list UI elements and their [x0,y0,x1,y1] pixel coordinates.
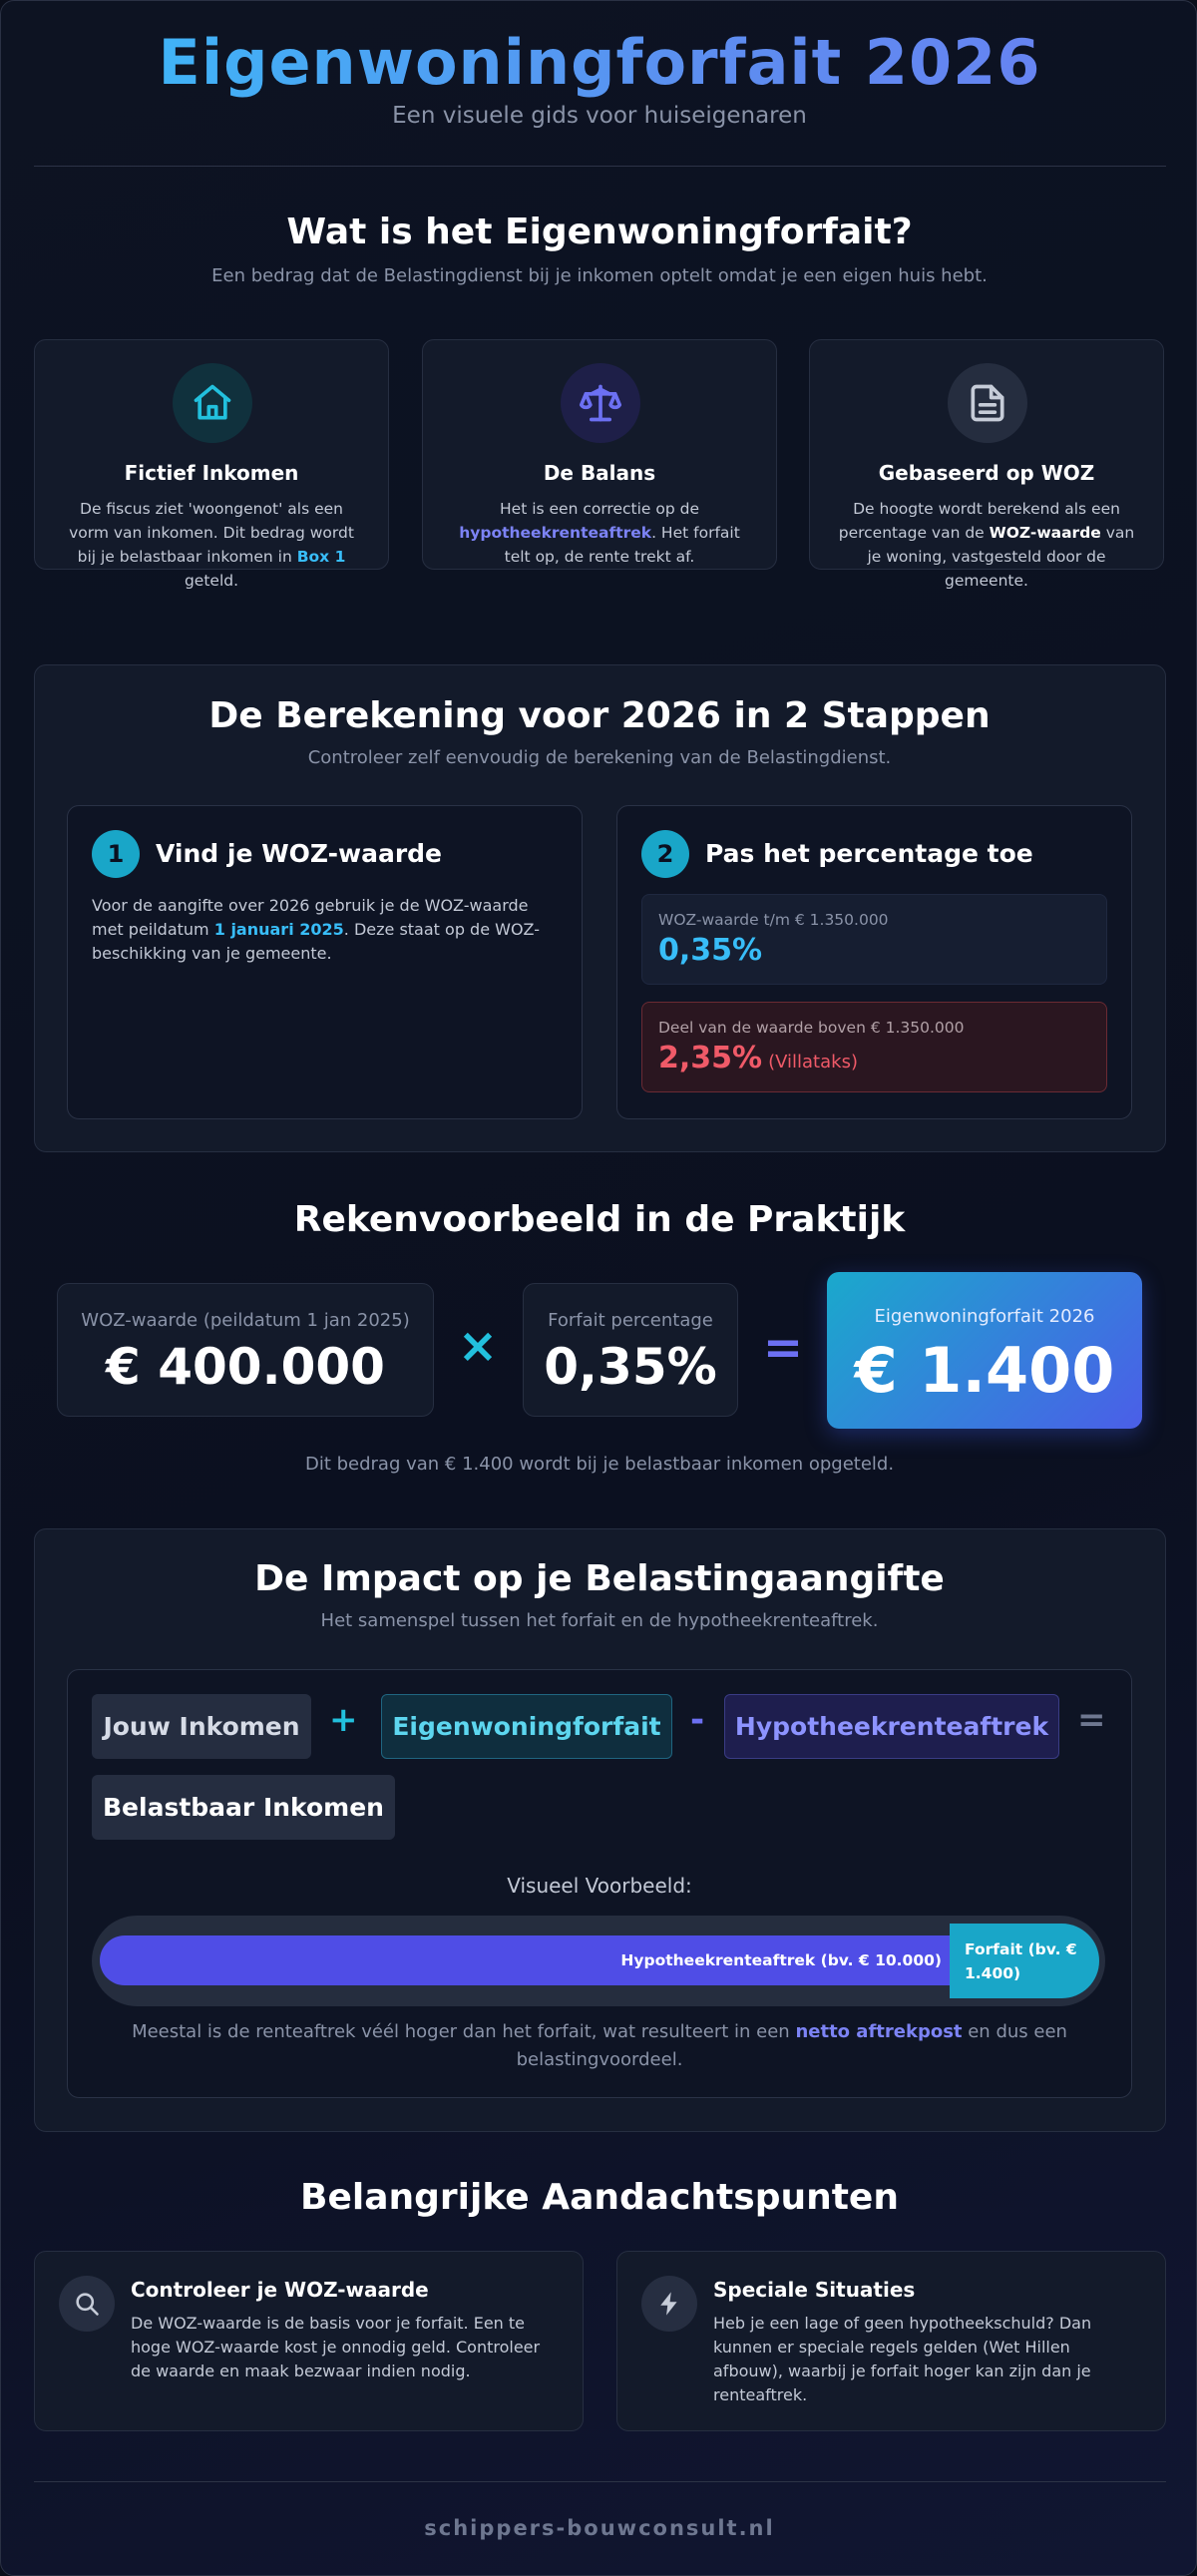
times-operator: × [457,1318,499,1374]
rate-note: (Villataks) [768,1052,858,1073]
attention-item-title: Speciale Situaties [713,2278,916,2302]
feature-description: Het is een correctie op de hypotheekrenteaftrek. Het forfait telt op, de rente trekt af. [459,500,740,566]
header-divider [34,166,1166,167]
step-1-card [67,805,583,1119]
woz-label: WOZ-waarde (peildatum 1 jan 2025) [81,1310,410,1331]
bar-forfait-label: Forfait (bv. € 1.400) [965,1940,1077,1982]
rate-value: 2,35% (Villataks) [658,1041,858,1075]
chip-jouw-inkomen: Jouw Inkomen [92,1694,311,1759]
chip-eigenwoningforfait: Eigenwoningforfait [381,1694,672,1759]
feature-description: De fiscus ziet 'woongenot' als een vorm van inkomen. Dit bedrag wordt bij je belastbaar inkomen in Box 1 geteld. [69,500,354,590]
feature-card-fictief-inkomen [34,339,389,590]
impact-subtitle: Het samenspel tussen het forfait en de hypotheekrenteaftrek. [320,1610,879,1631]
example-title: Rekenvoorbeeld in de Praktijk [293,1199,906,1240]
rate-label: Deel van de waarde boven € 1.350.000 [658,1019,965,1037]
result-value: € 1.400 [854,1334,1115,1407]
intro-subtitle: Een bedrag dat de Belastingdienst bij je inkomen optelt omdat je een eigen huis hebt. [211,265,988,286]
lightning-icon [641,2276,697,2332]
impact-note: Meestal is de renteaftrek véél hoger dan het forfait, wat resulteert in een netto aftrekpost en dus een belastingvoordeel. [132,2021,1067,2070]
step-number: 1 [92,830,140,878]
visual-example-label: Visueel Voorbeeld: [507,1874,692,1898]
rate-value: 0,35% [658,933,763,968]
equals-operator: = [762,1320,804,1376]
feature-title: Fictief Inkomen [124,461,299,485]
step-title: Vind je WOZ-waarde [156,839,443,868]
percentage-value: 0,35% [544,1338,717,1396]
plus-operator: + [329,1700,358,1740]
page-title: Eigenwoningforfait 2026 [1,25,1197,101]
step-description: Voor de aangifte over 2026 gebruik je de WOZ-waarde met peildatum 1 januari 2025. Deze staat op de WOZ-beschikking van je gemeente. [92,896,541,963]
document-icon [948,363,1027,443]
attention-title: Belangrijke Aandachtspunten [300,2177,899,2218]
minus-operator: - [690,1700,705,1740]
calculation-subtitle: Controleer zelf eenvoudig de berekening van de Belastingdienst. [307,747,892,768]
footer-divider [34,2481,1166,2482]
scale-icon [561,363,640,443]
feature-description: De hoogte wordt berekend als een percentage van de WOZ-waarde van je woning, vastgesteld door de gemeente. [838,500,1135,590]
chip-belastbaar-inkomen: Belastbaar Inkomen [92,1775,395,1840]
bar-forfait-segment [950,1924,1099,1998]
step-number: 2 [641,830,689,878]
attention-card-woz [34,2251,584,2431]
search-icon [59,2276,115,2332]
page-subtitle: Een visuele gids voor huiseigenaren [392,103,807,129]
calculation-title: De Berekening voor 2026 in 2 Stappen [208,695,991,736]
equals-operator: = [1077,1700,1106,1740]
impact-title: De Impact op je Belastingaangifte [254,1558,945,1599]
rate-villataks [641,1002,1107,1092]
woz-value: € 400.000 [106,1338,385,1396]
chip-hypotheekrenteaftrek: Hypotheekrenteaftrek [724,1694,1059,1759]
result-label: Eigenwoningforfait 2026 [874,1306,1095,1327]
feature-card-gebaseerd-op-woz [809,339,1164,590]
feature-title: De Balans [543,461,656,485]
attention-item-title: Controleer je WOZ-waarde [131,2278,429,2302]
percentage-box [523,1283,738,1417]
bar-mortgage-label: Hypotheekrenteaftrek (bv. € 10.000) [620,1951,942,1969]
footer-website: schippers-bouwconsult.nl [424,2516,775,2540]
house-icon [173,363,252,443]
feature-title: Gebaseerd op WOZ [878,461,1095,485]
intro-title: Wat is het Eigenwoningforfait? [286,212,913,252]
attention-card-speciale-situaties [616,2251,1166,2431]
step-title: Pas het percentage toe [705,839,1033,868]
attention-item-description: Heb je een lage of geen hypotheekschuld? Dan kunnen er speciale regels gelden (Wet Hillen afbouw), waarbij je forfait hoger kan zijn dan je renteaftrek. [713,2314,1092,2404]
attention-item-description: De WOZ-waarde is de basis voor je forfait. Een te hoge WOZ-waarde kost je onnodig geld. Controleer de waarde en maak bezwaar indien nodig. [131,2314,541,2380]
impact-bar [92,1916,1105,2006]
example-note: Dit bedrag van € 1.400 wordt bij je belastbaar inkomen opgeteld. [304,1454,895,1475]
percentage-label: Forfait percentage [548,1310,713,1331]
result-box [827,1272,1142,1429]
rate-standard [641,894,1107,985]
step-2-card [616,805,1132,1119]
bar-mortgage-segment [100,1935,958,1985]
feature-card-de-balans [422,339,777,570]
woz-value-box [57,1283,434,1417]
rate-label: WOZ-waarde t/m € 1.350.000 [658,911,889,929]
